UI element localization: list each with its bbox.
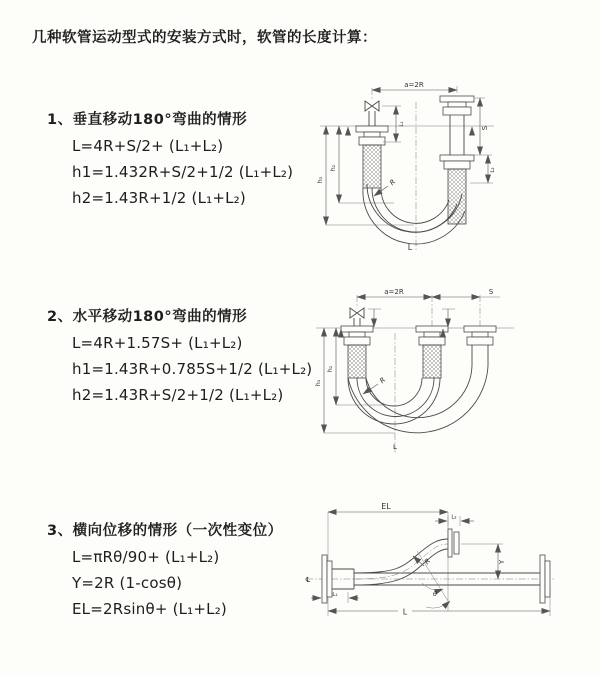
- section-heading: 1、垂直移动180°弯曲的情形: [47, 112, 248, 128]
- dimension-el: [328, 502, 448, 512]
- centerlines: [316, 295, 514, 453]
- formula-Y: Y=2R (1-cosθ): [72, 574, 183, 592]
- dimension-a2r: [372, 81, 457, 90]
- diagram-1-drawing: [312, 76, 542, 258]
- formula-h1: h1=1.43R+0.785S+1/2 (L₁+L₂): [72, 360, 313, 378]
- centerline-symbol: ℄: [305, 576, 311, 584]
- left-pipe-fitting: [341, 326, 373, 378]
- formula-L: L=πRθ/90+ (L₁+L₂): [72, 548, 220, 566]
- dim-label-h1: h₁: [314, 379, 322, 387]
- dimension-s: [471, 98, 492, 155]
- formula-L: L=4R+S/2+ (L₁+L₂): [72, 137, 224, 155]
- dim-label-h2: h₂: [329, 164, 337, 172]
- diagram-3-drawing: [298, 499, 583, 649]
- section-vertical-movement: [47, 111, 293, 207]
- dim-label-l2: L₂: [451, 514, 457, 521]
- dim-label-r: R: [423, 557, 433, 567]
- dimension-y: [461, 544, 506, 579]
- dimension-l2: [435, 515, 474, 527]
- dim-label-h1: h₁: [316, 176, 324, 184]
- dimension-l1: [382, 106, 405, 142]
- dim-label-r: R: [388, 177, 398, 188]
- page-title: 几种软管运动型式的安装方式时，软管的长度计算：: [32, 30, 377, 46]
- valve-icon: [365, 101, 379, 126]
- radius-callout: [413, 556, 432, 566]
- dim-label-l: L: [402, 607, 408, 617]
- dimension-l1: [311, 592, 359, 603]
- dim-label-l: L: [407, 243, 413, 252]
- dim-label-theta: θ: [433, 590, 437, 598]
- dim-label-a2r: a=2R: [404, 81, 424, 89]
- formula-EL: EL=2Rsinθ+ (L₁+L₂): [72, 600, 227, 618]
- formula-h2: h2=1.43R+1/2 (L₁+L₂): [72, 189, 246, 207]
- right-pipe-fitting: [464, 326, 496, 366]
- dim-label-h2: h₂: [326, 365, 334, 373]
- valve-icon: [350, 308, 364, 326]
- hose-u-bend: [348, 366, 488, 433]
- dim-label-l1: L₁: [332, 592, 338, 598]
- section-lateral-displacement: [47, 522, 283, 618]
- dimension-a2r: [357, 288, 432, 297]
- dimension-l: [328, 608, 550, 617]
- dim-label-l: L: [393, 443, 397, 451]
- section-heading: 2、水平移动180°弯曲的情形: [47, 309, 248, 325]
- formula-L: L=4R+1.57S+ (L₁+L₂): [72, 334, 243, 352]
- diagram-2-drawing: [308, 283, 570, 461]
- dim-label-s: S: [488, 288, 494, 296]
- diagram-lateral-displacement: [298, 499, 583, 649]
- formula-h2: h2=1.43R+S/2+1/2 (L₁+L₂): [72, 386, 284, 404]
- displaced-hose: [354, 529, 459, 585]
- dim-label-y: Y: [498, 559, 506, 565]
- section-heading: 3、横向位移的情形（一次性变位）: [47, 523, 283, 539]
- dim-label-l2: L₂: [490, 167, 496, 173]
- dimension-s: [432, 288, 500, 297]
- dim-label-el: EL: [381, 502, 391, 511]
- left-pipe-fitting: [356, 126, 388, 188]
- dim-label-a2r: a=2R: [384, 288, 404, 296]
- diagram-vertical-180-bend: [312, 76, 542, 258]
- dim-label-l1: L₁: [399, 121, 405, 127]
- section-horizontal-movement: [47, 308, 312, 404]
- dim-label-r: R: [378, 375, 388, 386]
- diagram-horizontal-180-bend: [308, 283, 570, 461]
- centerlines: [306, 512, 556, 616]
- angle-theta: [417, 551, 450, 608]
- dim-label-s: S: [481, 125, 489, 131]
- formula-h1: h1=1.432R+S/2+1/2 (L₁+L₂): [72, 163, 294, 181]
